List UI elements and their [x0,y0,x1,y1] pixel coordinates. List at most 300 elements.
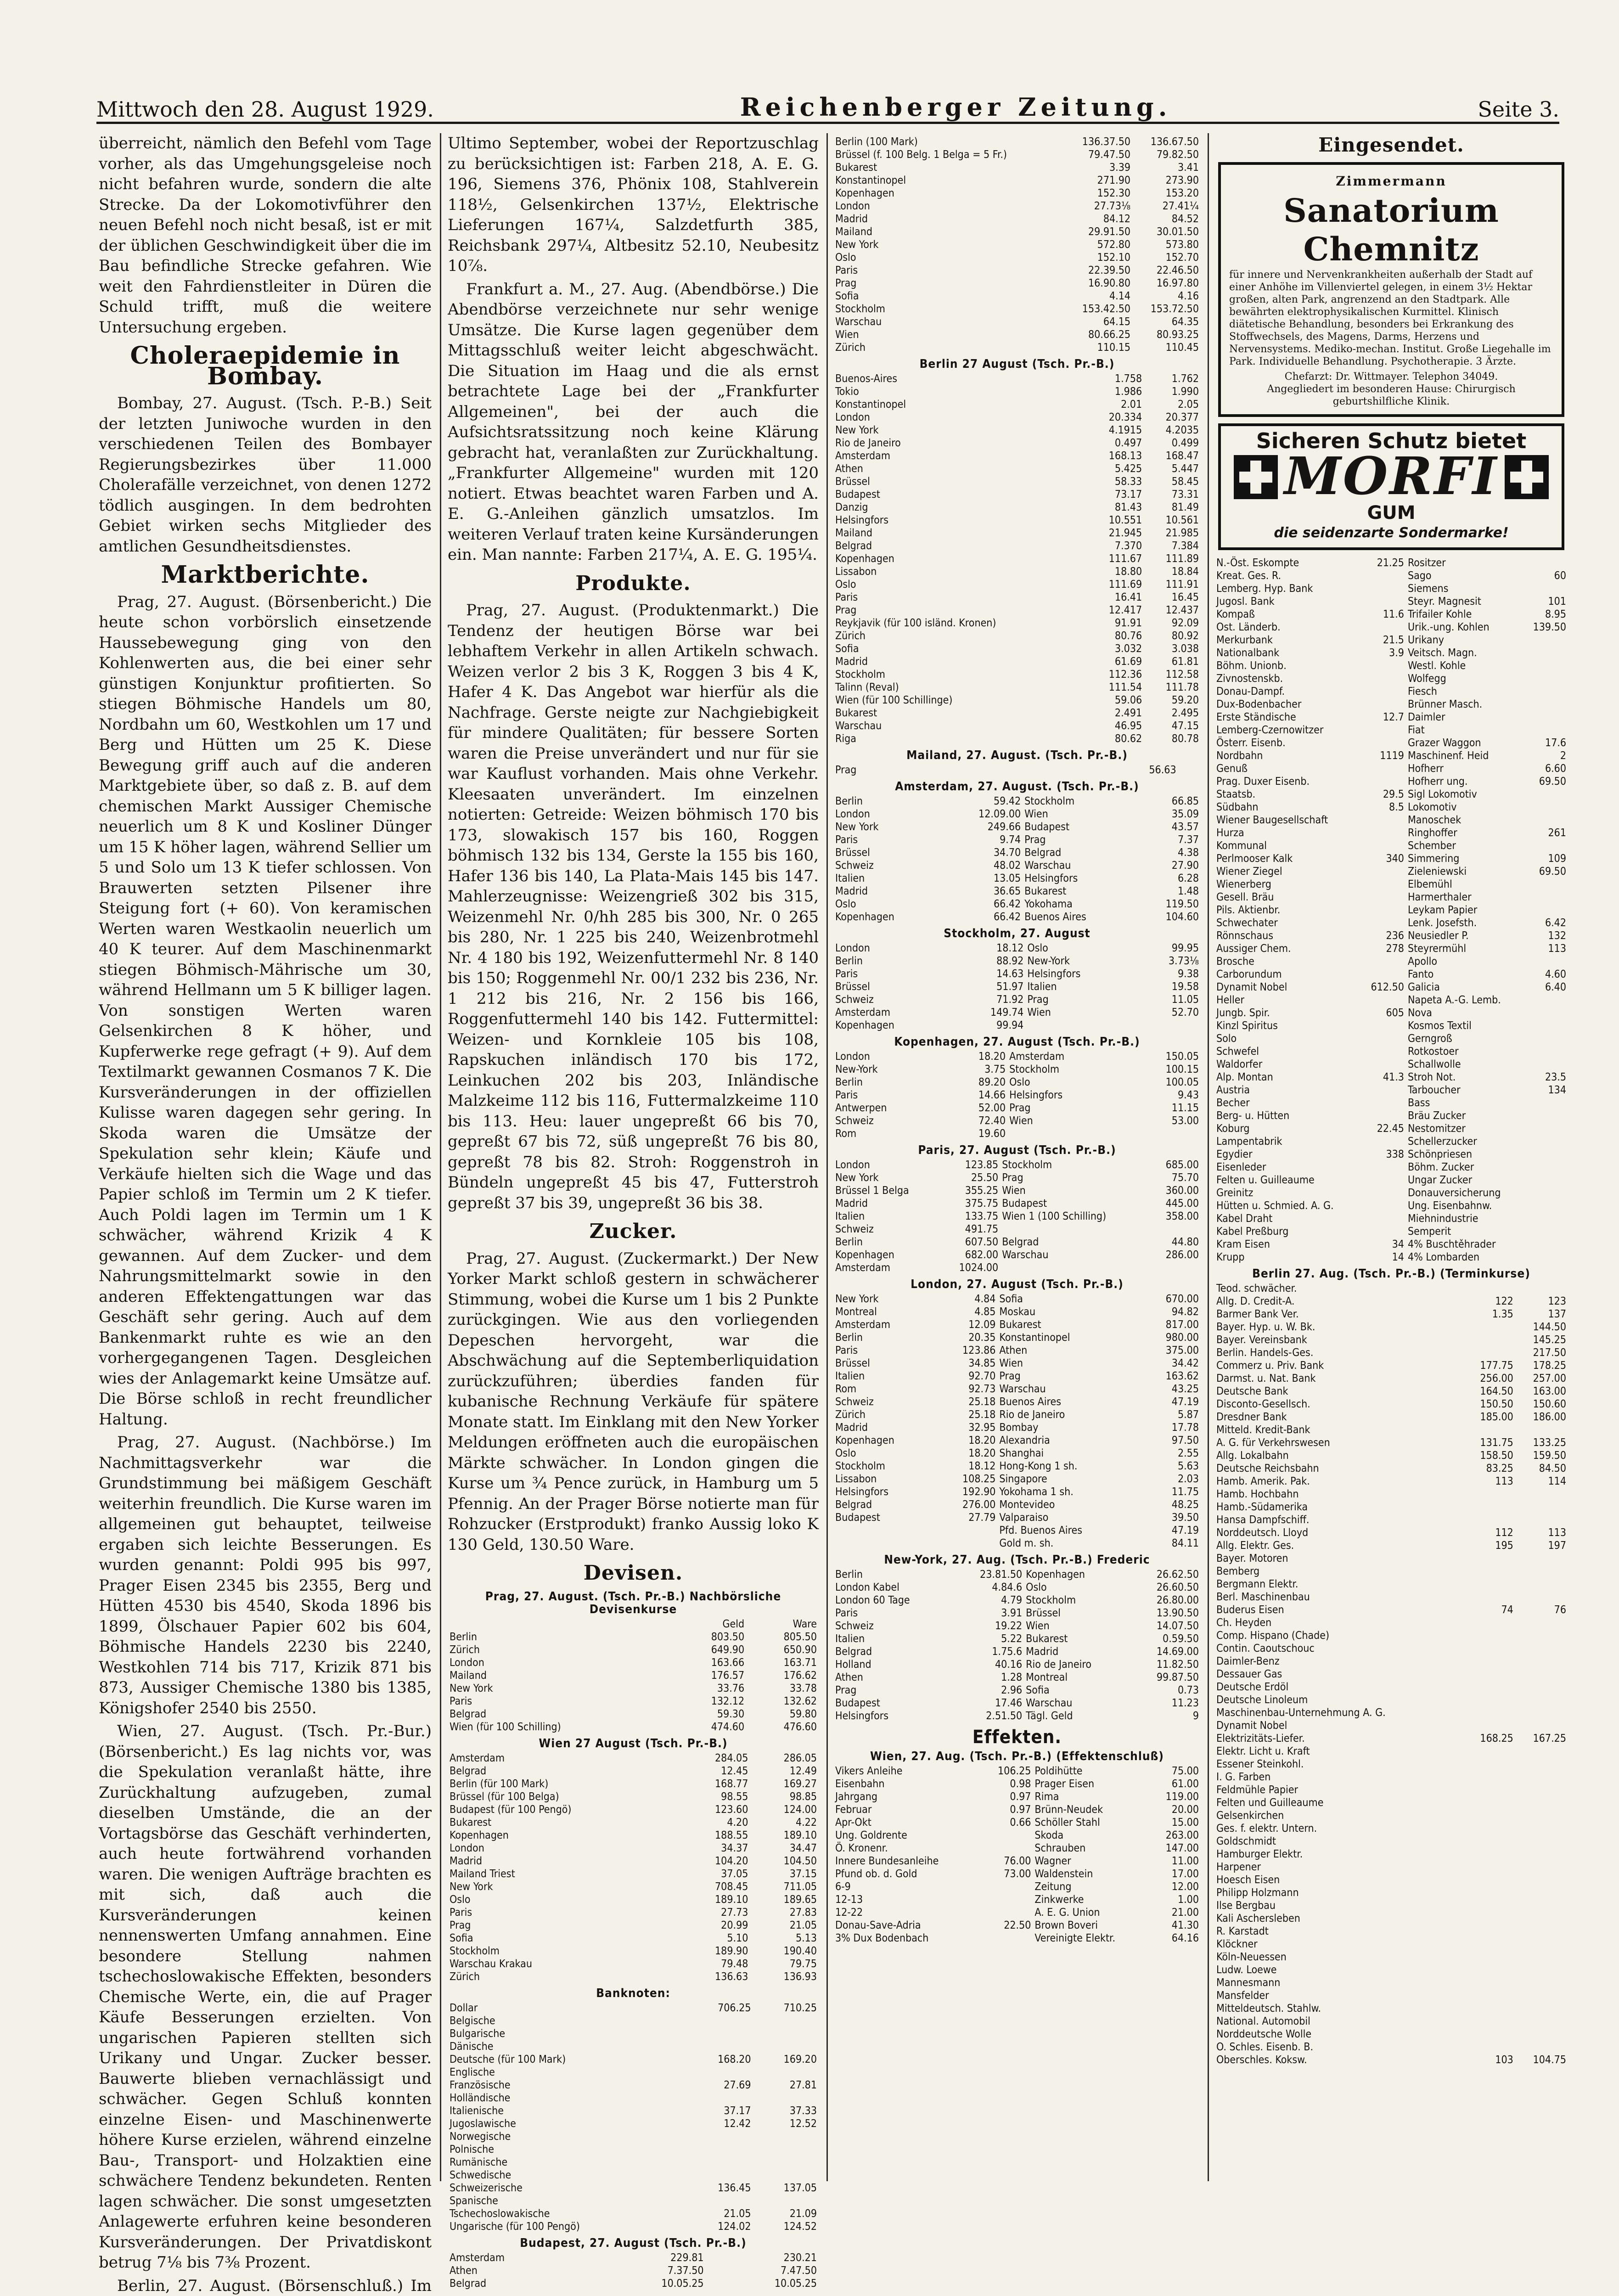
table-value: 168.25 [1462,1732,1515,1745]
table-label: Brüssel [833,980,955,993]
table-value: 168.20 [687,2053,753,2066]
table-row [1214,1436,1568,1449]
table-row [833,328,1201,341]
section-heading-currencies: Devisen. [448,1563,819,1584]
table-value [1523,994,1568,1007]
table-value [1523,1109,1568,1122]
table-label: Schallwolle [1406,1058,1523,1071]
table-row [1214,1097,1568,1109]
table-label: Hamburger Elektr. [1214,1848,1462,1861]
table-row [833,808,1201,821]
securities-table [833,1765,1201,1945]
table-label: Greinitz [1214,1187,1361,1199]
table-value [1523,659,1568,672]
table-value: 30.01.50 [1132,225,1201,238]
table-value: 2.55 [1140,1447,1201,1460]
table-value: 12.42 [687,2117,753,2130]
table-label: 3% Dux Bodenbach [833,1932,982,1945]
table-label: Berlin [448,1631,674,1643]
column-header: Ware [746,1618,819,1631]
table-value: 25.18 [937,1396,997,1408]
table-row [1214,1514,1568,1526]
table-row [1214,1045,1568,1058]
table-value: 99.87.50 [1130,1671,1201,1684]
table-row [448,2105,819,2117]
table-label: Prag [833,764,988,777]
table-label: Deutsche Reichsbahn [1214,1462,1462,1475]
table-value [1462,1976,1515,1989]
table-row [1214,1964,1568,1976]
table-value [1523,1097,1568,1109]
table-row [1214,1951,1568,1964]
table-label: Madrid [833,885,943,898]
table-value [753,2195,819,2207]
table-value [687,2066,753,2079]
table-value: 26.62.50 [1130,1568,1201,1581]
table-value: 101 [1523,595,1568,608]
table-value: 27.81 [753,2079,819,2092]
table-value: 11.75 [1140,1486,1201,1498]
table-row [1214,1372,1568,1385]
table-heading: Budapest, 27. August (Tsch. Pr.-B.) [448,2237,819,2250]
table-label: Ö. Kronenr. [833,1842,982,1855]
table-value: 3.73⅛ [1135,955,1201,968]
table-value [687,2092,753,2105]
table-value: 37.05 [681,1868,750,1880]
table-value: 119.00 [1150,1790,1201,1803]
table-value [1361,1019,1406,1032]
table-row [833,1498,1201,1511]
table-value: 685.00 [1150,1159,1201,1171]
table-row [1214,672,1568,685]
table-value: 13.05 [943,872,1023,885]
table-label: Oslo [833,251,1064,264]
table-row [1214,1449,1568,1462]
table-value: 110.45 [1132,341,1201,354]
table-label: Warschau [1000,1249,1149,1261]
table-value: 340 [1361,852,1406,865]
table-value: 21.945 [1087,527,1144,540]
table-row [1214,1282,1568,1295]
table-value: 136.45 [687,2182,753,2195]
table-label: Rio de Janeiro [833,437,1087,450]
table-value: 80.92 [1144,630,1201,642]
table-value: 5.13 [750,1932,819,1945]
table-value [1462,1629,1515,1642]
table-label: Budapest [833,1697,954,1710]
table-row [833,488,1201,501]
table-row [833,795,1201,808]
table-row [1214,1187,1568,1199]
table-value: 2.03 [1140,1473,1201,1486]
table-label: Stockholm [833,1460,937,1473]
table-value [1361,724,1406,737]
table-value: 5.87 [1140,1408,1201,1421]
table-label: Semperit [1406,1225,1523,1238]
table-value: 37.15 [750,1868,819,1880]
table-value: 122 [1462,1295,1515,1308]
table-label: Brüssel [833,1357,937,1370]
table-label: Belgrad [833,1645,954,1658]
table-value: 110.15 [1064,341,1132,354]
table-label: Paris [833,1344,937,1357]
table-value: 64.35 [1132,315,1201,328]
table-row [833,1620,1201,1632]
table-label: Ilse Bergbau [1214,1899,1462,1912]
table-heading: Paris, 27. August (Tsch. Pr.-B.) [833,1144,1201,1157]
table-value [1462,1964,1515,1976]
table-value: 817.00 [1140,1318,1201,1331]
table-label: Montreal [1024,1671,1130,1684]
table-value: 56.63 [988,764,1178,777]
table-label: Warschau [1023,859,1136,872]
table-row [1214,698,1568,711]
table-label: Rio de Janeiro [997,1408,1140,1421]
table-value: 69.50 [1523,775,1568,788]
table-value [687,2130,753,2143]
table-label: Warschau [833,315,1064,328]
table-value: 21.5 [1361,634,1406,647]
table-row [1214,1655,1568,1668]
table-value [1361,1174,1406,1187]
table-label: Deutsche Erdöl [1214,1681,1462,1694]
table-label: London [833,411,1087,424]
table-value: 286.00 [1150,1249,1201,1261]
table-value [1361,1161,1406,1174]
section-heading-cholera: Choleraepidemie in Bombay. [99,346,432,387]
table-value: 21.09 [753,2207,819,2220]
table-label: Brosche [1214,955,1361,968]
table-label: Jungb. Spir. [1214,1007,1361,1019]
table-value: 98.55 [681,1790,750,1803]
page-number: Seite 3. [1478,97,1559,122]
table-label: Riga [833,732,1087,745]
table-value: 119.50 [1136,898,1201,911]
table-label: Italienische [448,2105,687,2117]
table-value: 2.05 [1144,398,1201,411]
table-label: Kopenhagen [833,552,1087,565]
table-row [833,475,1201,488]
table-value [982,1906,1033,1919]
table-label: A. G. für Verkehrswesen [1214,1436,1462,1449]
table-value: 111.91 [1144,578,1201,591]
table-label: Ch. Heyden [1214,1616,1462,1629]
table-label: Comp. Hispano (Chade) [1214,1629,1462,1642]
table-row [1214,1225,1568,1238]
table-value: 271.90 [1064,174,1132,187]
table-label: Prag [833,277,1064,290]
table-label: Innere Bundesanleihe [833,1855,982,1868]
table-row [448,1816,819,1829]
table-value: 4.14 [1064,290,1132,303]
table-value: 12.7 [1361,711,1406,724]
table-row [1214,1398,1568,1411]
table-value: 88.92 [955,955,1026,968]
table-value: 358.00 [1150,1210,1201,1223]
table-label: Brüssel [1024,1607,1130,1620]
table-label: Madrid [833,1197,941,1210]
table-label: Zürich [833,630,1087,642]
table-heading: Berlin 27. Aug. (Tsch. Pr.-B.) (Terminkurse) [1214,1267,1568,1280]
table-value: 25.50 [941,1171,1001,1184]
table-label: Merkurbank [1214,634,1361,647]
table-value: 97.50 [1140,1434,1201,1447]
table-value: 103 [1462,2054,1515,2066]
table-label: 6-9 [833,1880,982,1893]
table-value: 16.41 [1087,591,1144,604]
table-value: 682.00 [941,1249,1001,1261]
table-value [1361,1045,1406,1058]
table-label: Sofia [448,1932,681,1945]
table-row [1214,1822,1568,1835]
table-value [982,1842,1033,1855]
table-value: 3.41 [1132,161,1201,174]
table-label: 4% Buschtěhrader [1406,1238,1523,1251]
table-row [833,238,1201,251]
table-label: Hong-Kong 1 sh. [997,1460,1140,1473]
table-value: 6.60 [1523,762,1568,775]
table-row [1214,569,1568,582]
table-value: 0.497 [1087,437,1144,450]
table-value: 91.91 [1087,617,1144,630]
table-label: Disconto-Gesellsch. [1214,1398,1462,1411]
table-label: Lampentabrik [1214,1135,1361,1148]
table-value: 41.30 [1150,1919,1201,1932]
table-label: Kopenhagen [833,1434,937,1447]
table-value: 12.45 [681,1765,750,1778]
table-value [1361,891,1406,904]
table-label: Berlin [833,1331,937,1344]
table-value: 1.986 [1087,385,1144,398]
table-label: Genuß [1214,762,1361,775]
column-header: Geld [674,1618,746,1631]
table-value [687,2143,753,2156]
table-label: Harpener [1214,1861,1462,1874]
table-row [833,1006,1201,1019]
table-label: Mailand [833,527,1087,540]
table-value [1515,1835,1568,1848]
table-value [1361,1135,1406,1148]
table-value [1515,1822,1568,1835]
table-label: Alexandria [997,1434,1140,1447]
table-label: Berlin (für 100 Mark) [448,1778,681,1790]
currency-table [833,942,1201,1032]
table-row [1214,1976,1568,1989]
column-1 [99,133,432,2177]
table-value: 0.98 [982,1778,1033,1790]
table-value [1361,1187,1406,1199]
table-value: 139.50 [1523,621,1568,634]
table-value: 84.52 [1132,213,1201,225]
table-value [1361,775,1406,788]
table-row [1214,1796,1568,1809]
table-value [753,2143,819,2156]
table-heading: Wien, 27. Aug. (Tsch. Pr.-B.) (Effektenschluß) [833,1750,1201,1763]
table-value: 104.20 [681,1855,750,1868]
table-label: Alp. Montan [1214,1071,1361,1084]
table-row [833,1765,1201,1778]
table-value: 48.02 [943,859,1023,872]
table-row [833,1171,1201,1184]
table-row [448,2002,819,2015]
table-label: Warschau [833,720,1087,732]
article-continuation-berlin: Ultimo September, wobei der Reportzuschlag zu berücksichtigen ist: Farben 218, A. E. G. 196, Siemens 376, Phönix 108, Stahlverein 118½, Gelsenkirchen 137½, Elektrische Lieferungen 167¼, Salzdetfurth 385, Reichsbank 297¼, Altbesitz 52.10, Neubesitz 10⅞. [448,133,819,276]
table-value: 4.20 [681,1816,750,1829]
table-label: Italien [833,1370,937,1383]
table-value: 261 [1523,827,1568,839]
table-row [1214,788,1568,801]
table-label: Bukarest [833,161,1064,174]
table-row [833,898,1201,911]
table-label: London [833,1050,945,1063]
table-value [1515,1976,1568,1989]
table-row [833,1396,1201,1408]
table-label: Bayer. Vereinsbank [1214,1334,1462,1346]
table-label: Madrid [448,1855,681,1868]
column-rule [440,133,441,2181]
table-value: 1.75.6 [954,1645,1024,1658]
table-label: Böhm. Unionb. [1214,659,1361,672]
table-heading: Kopenhagen, 27. August (Tsch. Pr.-B.) [833,1035,1201,1048]
table-label: Prag [1000,1171,1149,1184]
table-row [1214,1251,1568,1264]
table-row [1214,724,1568,737]
table-label: Tokio [833,385,1087,398]
table-label: Amsterdam [448,2251,592,2264]
table-label: Solo [1214,1032,1361,1045]
table-label: Mailand Triest [448,1868,681,1880]
table-row [448,1695,819,1708]
table-value: 123 [1515,1295,1568,1308]
table-row [1214,711,1568,724]
table-row [448,1842,819,1855]
currency-table [448,2251,819,2290]
table-row [1214,1745,1568,1758]
table-value [1515,1771,1568,1784]
table-row [448,2277,819,2290]
table-value: 284.05 [681,1752,750,1765]
table-value: 84.50 [1515,1462,1568,1475]
table-label: Ost. Länderb. [1214,621,1361,634]
stock-table [1214,557,1568,1264]
table-row [1214,1212,1568,1225]
table-label: Danzig [833,501,1087,514]
table-row [833,501,1201,514]
currency-table [833,795,1201,923]
table-label: Grazer Waggon [1406,737,1523,749]
table-value: 104.50 [750,1855,819,1868]
table-label: Warschau Krakau [448,1958,681,1970]
table-value: 491.75 [941,1223,1001,1236]
table-row [833,1594,1201,1607]
table-value: 104.60 [1136,911,1201,923]
table-value: 18.84 [1144,565,1201,578]
table-value: 164.50 [1462,1385,1515,1398]
table-value: 190.40 [750,1945,819,1958]
table-label: Kabel Draht [1214,1212,1361,1225]
table-value: 12.417 [1087,604,1144,617]
table-row [833,424,1201,437]
table-label: Prag [833,604,1087,617]
table-value [1462,1616,1515,1629]
table-value [1515,1861,1568,1874]
table-value: 34.42 [1140,1357,1201,1370]
table-value: 20.35 [937,1331,997,1344]
table-value [1515,1642,1568,1655]
table-value [1515,1681,1568,1694]
table-label: Brünn-Neudek [1033,1803,1149,1816]
table-value: 144.50 [1515,1321,1568,1334]
table-label: Rotkostoer [1406,1045,1523,1058]
table-value: 11.05 [1135,993,1201,1006]
table-row [1214,955,1568,968]
table-label: Hamb. Amerik. Pak. [1214,1475,1462,1488]
table-row [833,642,1201,655]
table-label: Donau-Save-Adria [833,1919,982,1932]
table-row [833,681,1201,694]
section-heading-markets: Marktberichte. [99,565,432,585]
table-value: 803.50 [674,1631,746,1643]
table-value: 152.70 [1132,251,1201,264]
article-prague-exchange: Prag, 27. August. (Börsenbericht.) Die heute schon vorbörslich einsetzende Haussebewegung ging von den Kohlenwerten aus, die bei einer sehr günstigen Konjunktur profitierten. So stiegen Böhmische Handels um 80, Nordbahn um 60, Westkohlen um 17 und Berg und Hütten um 25 K. Diese Bewegung griff auch auf die anderen Marktgebiete über, so daß z. B. auf dem chemischen Markt Aussiger Chemische neuerlich um 8 K und Kosliner Dünger um 15 K höher lagen, während Sellier um 5 und Solo um 13 K tiefer schlossen. Von Brauwerten setzten Pilsener ihre Steigung fort (+ 60). Von keramischen Werten waren Westkaolin neuerlich um 40 K teurer. Auf dem Maschinenmarkt stiegen Böhmisch-Mährische um 30, während Hellmann um 5 K billiger lagen. Von sonstigen Werten waren Gelsenkirchen 8 K höher, und Kupferwerke rege gefragt (+ 9). Auf dem Textilmarkt gewannen Cosmanos 7 K. Die Kursveränderungen in der offiziellen Kulisse waren dagegen sehr gering. In Skoda waren die Umsätze der Spekulation sehr klein; Käufe und Verkäufe hielten sich die Wage und das Papier schloß im Termin um 2 K tiefer. Auch Poldi lagen im Termin um 1 K schwächer, während Krizik 4 K gewannen. Auf dem Zucker- und dem Nahrungsmittelmarkt sowie in den anderen Effektengattungen war das Geschäft sehr gering. Auch auf dem Bankenmarkt ruhte es wie an den vorhergegangenen Tagen. Desgleichen wies der Anlagemarkt keine Umsätze auf. Die Börse schloß in recht freundlicher Haltung. [99,592,432,1430]
table-row [448,2207,819,2220]
table-label: Konstantinopel [833,174,1064,187]
table-value: 189.10 [750,1829,819,1842]
table-label: Wien 1 (100 Schilling) [1000,1210,1149,1223]
article-cholera: Bombay, 27. August. (Tsch. P.-B.) Seit der letzten Juniwoche wurden in den verschiedenen Teilen des Bombayer Regierungsbezirkes über 11.000 Cholerafälle verzeichnet, von denen 1272 tödlich ausgingen. In dem bedrohten Gebiet wirken sechs Mitglieder des amtlichen Gesundheitsdienstes. [99,393,432,557]
table-label: Rönnschaus [1214,929,1361,942]
table-value: 79.48 [681,1958,750,1970]
table-label: Philipp Holzmann [1214,1886,1462,1899]
table-row [833,1486,1201,1498]
table-label: Wien [1023,808,1136,821]
table-value: 5.10 [681,1932,750,1945]
table-value [1523,1187,1568,1199]
advert-footnote: Angegliedert im besonderen Hause: Chirurgisch geburtshilfliche Klinik. [1229,383,1553,408]
table-label: Vikers Anleihe [833,1765,982,1778]
table-row [1214,2054,1568,2066]
table-value: 104.75 [1515,2054,1568,2066]
table-label: Stockholm [1023,795,1136,808]
table-label: Zürich [448,1643,674,1656]
table-row [1214,647,1568,659]
table-value: 29.5 [1361,788,1406,801]
table-label: Athen [833,1671,954,1684]
table-row [833,1318,1201,1331]
table-label: Sofia [997,1293,1140,1306]
table-value [1523,557,1568,569]
table-value [982,1893,1033,1906]
table-label: Berg- u. Hütten [1214,1109,1361,1122]
table-row [448,1656,819,1669]
table-label: 12-22 [833,1906,982,1919]
table-row [1214,1032,1568,1045]
table-label: Schöller Stahl [1033,1816,1149,1829]
table-row [448,2251,819,2264]
table-label: Belgrad [448,1708,674,1721]
table-value: 18.80 [1087,565,1144,578]
table-row [833,1537,1201,1550]
table-label: Schweiz [833,1620,954,1632]
table-label: Ungarische (für 100 Pengö) [448,2220,687,2233]
table-heading: London, 27. August (Tsch. Pr.-B.) [833,1278,1201,1291]
table-value: 188.55 [681,1829,750,1842]
table-value [753,2066,819,2079]
table-value: 257.00 [1515,1372,1568,1385]
table-label: New York [833,1293,937,1306]
table-row [833,968,1201,980]
table-label: Wien [1025,1006,1135,1019]
